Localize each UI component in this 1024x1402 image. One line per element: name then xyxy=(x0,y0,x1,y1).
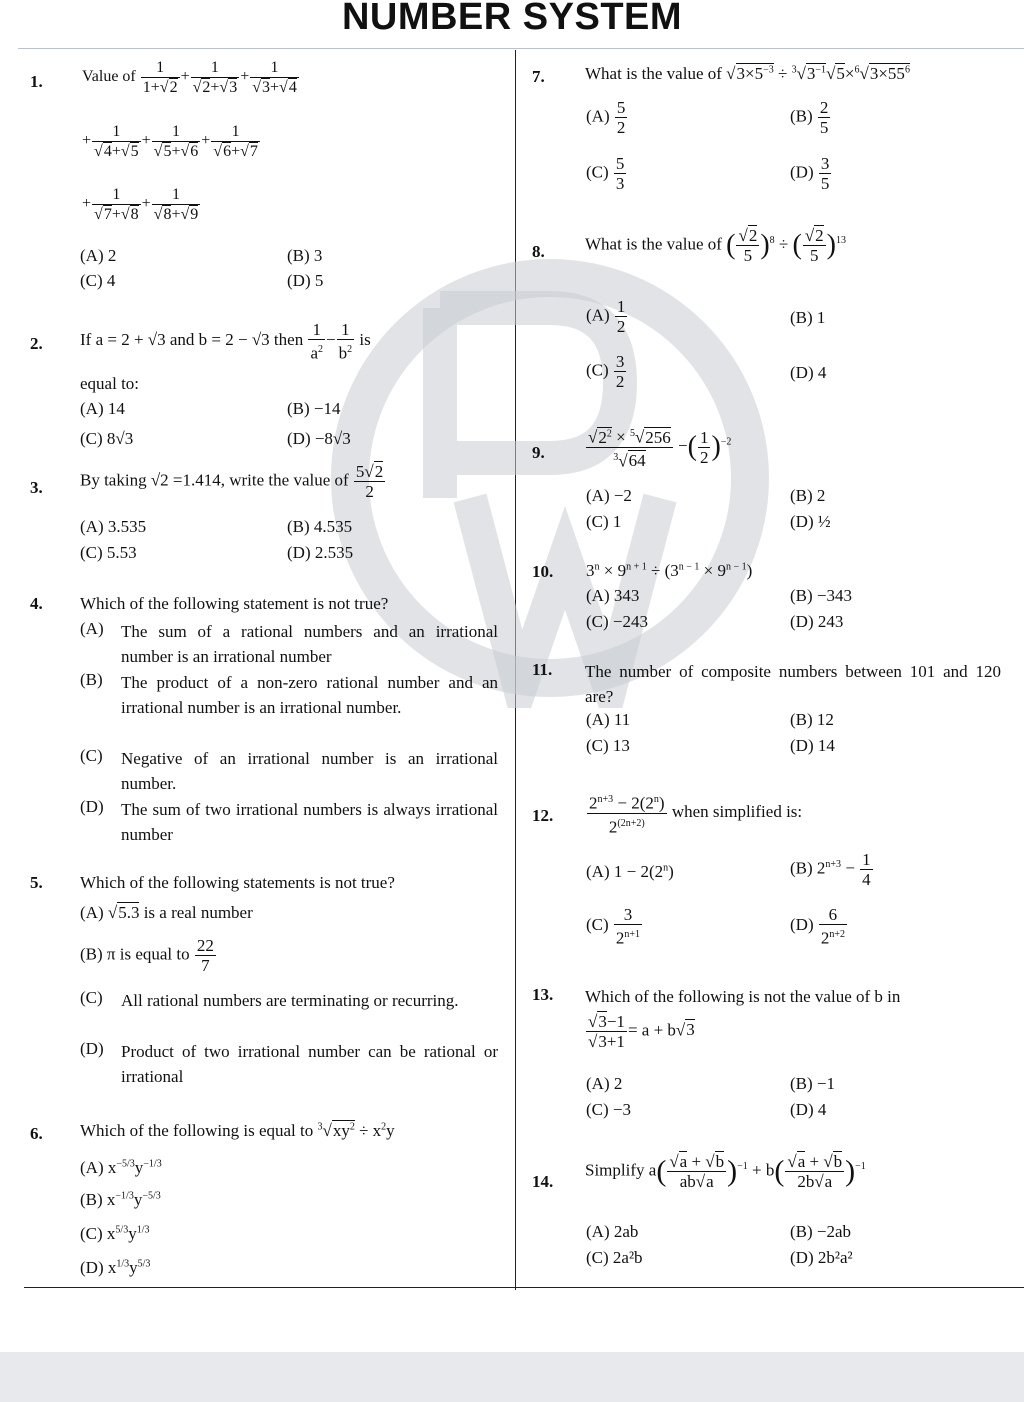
option-label: (B) xyxy=(80,670,103,689)
option-label: (D) xyxy=(80,1039,104,1058)
question-stem: Which of the following statement is not true? xyxy=(80,594,389,613)
option-label: (A) xyxy=(586,305,610,325)
option-a[interactable]: (A) $\frac{5}{2}$ xyxy=(586,98,626,137)
option-a[interactable]: (A) 14 xyxy=(80,399,125,418)
option-label: (B) xyxy=(790,106,813,126)
option-d[interactable]: (D) ½ xyxy=(790,512,831,531)
option-b[interactable]: (B) $\frac{2}{5}$ xyxy=(790,98,829,137)
option-label: (A) xyxy=(586,106,610,126)
option-label: (A) xyxy=(80,619,104,638)
question-number: 5. xyxy=(30,873,43,892)
question-stem: Value of xyxy=(82,68,136,86)
question-stem-text: when simplified is: xyxy=(671,802,803,822)
option-b[interactable]: (B) 2 xyxy=(790,486,826,505)
option-b[interactable]: (B) $2^{n+3}$ − $\frac{1}{4}$ xyxy=(790,850,871,889)
option-c[interactable]: (C) $\frac{3}{2^{n+1}}$ xyxy=(586,905,641,948)
option-b[interactable]: (B) π is equal to $\frac{22}{7}$ xyxy=(80,936,214,975)
option-d[interactable]: (D) −8√3 xyxy=(287,429,351,448)
option-label: (C) xyxy=(586,915,609,935)
option-b[interactable]: (B) $x^{-1/3}y^{-5/3}$ xyxy=(80,1190,161,1209)
option-c[interactable]: (C) $x^{5/3}y^{1/3}$ xyxy=(80,1224,150,1243)
question-stem: Which of the following is equal to $^3√xy^2 \div x^2y$ xyxy=(80,1121,395,1140)
header-divider xyxy=(18,48,1024,49)
question-stem-text: What is the value of xyxy=(585,234,722,254)
option-a[interactable]: (A) 2 xyxy=(586,1074,623,1093)
option-a[interactable]: (A) 2ab xyxy=(586,1222,639,1241)
option-d[interactable]: (D) 243 xyxy=(790,612,844,631)
footer-divider xyxy=(24,1287,1024,1288)
question-stem-tail: is xyxy=(359,330,371,350)
option-label: (A) xyxy=(586,862,610,881)
option-c[interactable]: (C) 8√3 xyxy=(80,429,134,448)
option-b[interactable]: (B) 1 xyxy=(790,308,826,327)
option-b[interactable]: (B) 12 xyxy=(790,710,834,729)
option-a[interactable]: (A) $\frac{1}{2}$ xyxy=(586,297,626,336)
option-b[interactable]: (B) 4.535 xyxy=(287,517,353,536)
option-d[interactable]: (D) 2b²a² xyxy=(790,1248,853,1267)
option-b[interactable]: The product of a non-zero rational number and an irrational number is an irrational number. xyxy=(121,673,498,717)
question-expression: Value of $\frac{1}{1+√2}$ + $\frac{1}{√2+√3}$ + $\frac{1}{√3+√4}$ xyxy=(82,59,297,96)
option-label: (C) xyxy=(586,162,609,182)
option-a[interactable]: (A) −2 xyxy=(586,486,632,505)
question-expression: $\frac{√3-1}{√3+1}$ = a + b√3 xyxy=(588,1012,695,1051)
option-label: (D) xyxy=(80,1258,104,1277)
option-b[interactable]: (B) −14 xyxy=(287,399,341,418)
question-number: 11. xyxy=(532,660,553,679)
option-label: (C) xyxy=(80,1224,103,1243)
option-b[interactable]: (B) −1 xyxy=(790,1074,835,1093)
question-number: 2. xyxy=(30,334,43,353)
option-label: (C) xyxy=(586,360,609,380)
question-stem: What is the value of ( $\frac{√2}{5}$ )$^8$ ÷ ( $\frac{√2}{5}$ )$^{13}$ xyxy=(585,226,846,265)
option-d[interactable]: (D) 2.535 xyxy=(287,543,354,562)
question-stem: Simplify a( $\frac{√a + √b}{ab√a}$ )$^{-1}$ + b( $\frac{√a + √b}{2b√a}$ )$^{-1}$ xyxy=(585,1152,866,1191)
option-c[interactable]: (C) −3 xyxy=(586,1100,631,1119)
page-title: NUMBER SYSTEM xyxy=(341,0,683,38)
option-a[interactable]: (A) 11 xyxy=(586,710,631,729)
option-label: (A) xyxy=(80,1158,104,1177)
option-d[interactable]: (D) 4 xyxy=(790,363,827,382)
question-stem: What is the value of $√3\times 5^{-3} \div ^3√3^{-1}√5\times^6√3\times 55^6$ xyxy=(585,64,910,83)
option-d[interactable]: The sum of two irrational numbers is always irrational number xyxy=(121,800,498,844)
question-stem: If a = 2 + √3 and b = 2 − √3 then $\frac{1}{a^2}$ − $\frac{1}{b^2}$ is xyxy=(80,320,371,363)
footer-band xyxy=(0,1352,1024,1402)
option-a[interactable]: (A) $1 - 2(2^n)$ xyxy=(586,862,674,881)
option-label: (B) xyxy=(80,1190,103,1209)
option-a[interactable]: (A) 3.535 xyxy=(80,517,147,536)
question-number: 8. xyxy=(532,242,545,261)
question-stem-text: What is the value of xyxy=(585,64,722,83)
option-b[interactable]: (B) −2ab xyxy=(790,1222,852,1241)
question-number: 1. xyxy=(30,72,43,91)
option-d[interactable]: (D) 4 xyxy=(790,1100,827,1119)
question-stem: Which of the following statements is not true? xyxy=(80,873,395,892)
option-label: (B) xyxy=(790,858,813,878)
question-number: 12. xyxy=(532,806,554,825)
question-stem-line2: equal to: xyxy=(80,374,140,393)
option-label: (D) xyxy=(790,915,814,935)
option-c[interactable]: (C) 2a²b xyxy=(586,1248,643,1267)
option-d[interactable]: (D) 14 xyxy=(790,736,835,755)
question-number: 3. xyxy=(30,478,43,497)
question-stem-text: If a = 2 + √3 and b = 2 − √3 then xyxy=(80,330,304,350)
option-d[interactable]: (D) $x^{1/3}y^{5/3}$ xyxy=(80,1258,151,1277)
question-number: 9. xyxy=(532,443,545,462)
question-stem: Which of the following is not the value of b in xyxy=(585,987,901,1006)
question-expression-line3: + $\frac{1}{√7+√8}$ + $\frac{1}{√8+√9}$ xyxy=(82,186,199,223)
option-c[interactable]: (C) $\frac{5}{3}$ xyxy=(586,154,625,193)
option-a[interactable]: (A) √5.3 is a real number xyxy=(80,903,253,922)
option-label: (C) xyxy=(80,988,103,1007)
option-c[interactable]: (C) −243 xyxy=(586,612,648,631)
option-c[interactable]: (C) 5.53 xyxy=(80,543,137,562)
question-stem: $\frac{2^{n+3} - 2(2^n)}{2^{(2n+2)}}$ when simplified is: xyxy=(586,790,802,836)
option-c[interactable]: (C) 4 xyxy=(80,271,116,290)
option-label: (A) xyxy=(80,903,104,922)
question-expression: $\frac{√2^2 \times ^5√256}{^3√64}$ −( $\frac{1}{2}$ )$^{-2}$ xyxy=(585,424,731,470)
question-stem-text: Simplify xyxy=(585,1160,645,1180)
option-a[interactable]: The sum of a rational numbers and an irrational number is an irrational number xyxy=(121,622,498,666)
question-expression: $3^n \times 9^{n + 1} \div (3^{n - 1} \times 9^{n - 1})$ xyxy=(586,561,753,580)
option-b[interactable]: (B) 3 xyxy=(287,246,323,265)
option-label: (C) xyxy=(80,746,103,765)
option-label: (D) xyxy=(80,797,104,816)
question-number: 13. xyxy=(532,985,554,1004)
option-c[interactable]: All rational numbers are terminating or recurring. xyxy=(121,991,459,1010)
option-d[interactable]: (D) 5 xyxy=(287,271,324,290)
question-number: 7. xyxy=(532,67,545,86)
option-c[interactable]: (C) 1 xyxy=(586,512,622,531)
option-c[interactable]: (C) 13 xyxy=(586,736,630,755)
question-expression-line2: + $\frac{1}{√4+√5}$ + $\frac{1}{√5+√6}$ + $\frac{1}{√6+√7}$ xyxy=(82,123,258,160)
option-d[interactable]: (D) $\frac{3}{5}$ xyxy=(790,154,830,193)
option-a[interactable]: (A) 343 xyxy=(586,586,640,605)
question-number: 4. xyxy=(30,594,43,613)
option-label: (D) xyxy=(790,162,814,182)
option-d[interactable]: Product of two irrational number can be rational or irrational xyxy=(121,1042,498,1086)
option-a[interactable]: (A) $x^{-5/3}y^{-1/3}$ xyxy=(80,1158,162,1177)
option-a[interactable]: (A) 2 xyxy=(80,246,117,265)
question-stem-text: By taking √2 =1.414, write the value of xyxy=(80,470,349,490)
option-d[interactable]: (D) $\frac{6}{2^{n+2}}$ xyxy=(790,905,845,948)
option-c[interactable]: (C) $\frac{3}{2}$ xyxy=(586,352,625,391)
option-text: is a real number xyxy=(143,903,253,922)
question-number: 14. xyxy=(532,1172,554,1191)
question-stem: The number of composite numbers between 101 and 120 are? xyxy=(585,662,1001,706)
option-b[interactable]: (B) −343 xyxy=(790,586,852,605)
option-text: π is equal to xyxy=(106,944,190,964)
question-stem-text: Which of the following is equal to xyxy=(80,1121,314,1140)
option-label: (B) xyxy=(80,944,103,964)
question-number: 10. xyxy=(532,562,554,581)
question-number: 6. xyxy=(30,1124,43,1143)
question-stem: By taking √2 =1.414, write the value of $\frac{5√2}{2}$ xyxy=(80,462,384,501)
option-c[interactable]: Negative of an irrational number is an irrational number. xyxy=(121,749,498,793)
